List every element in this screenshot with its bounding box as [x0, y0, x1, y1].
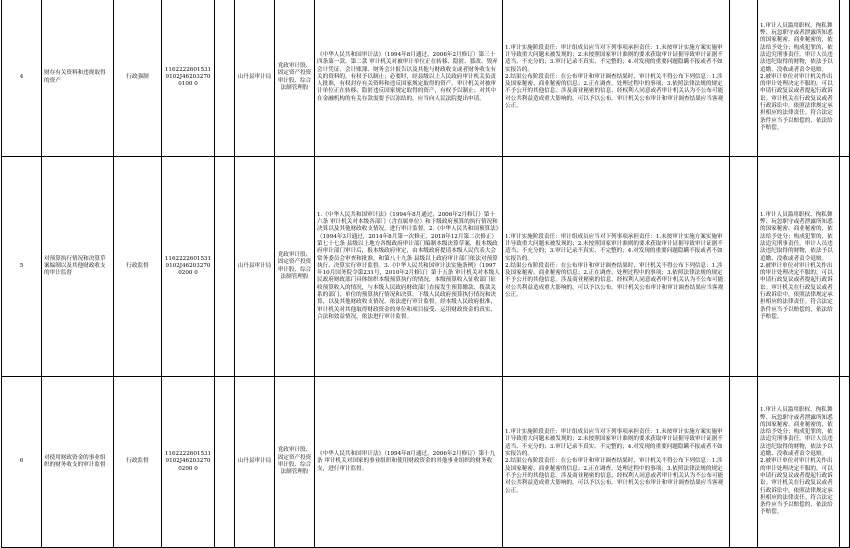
responsibility-paragraph: 1.审计实施阶段责任：审计组成员应当对下列事项承担责任：1.未按审计实施方案实施审计导致重大问题未被发现的；2.未按照国家审计准则的要求获取审计证据导致审计证据不适当、不充分的；3.审计记录不真实、不完整的；4.对发现的重要问题隐瞒不报或者不如实报告的。	[505, 233, 723, 262]
item-type: 行政监督	[114, 157, 162, 377]
row-number: 5	[2, 157, 42, 377]
empty-cell	[215, 0, 235, 157]
legal-basis: 《中华人民共和国审计法》（1994年8月通过，2006年2月修订）第三十四条第一款、第二款 审计机关对被审计单位正在转移、隐匿、篡改、毁弃会计凭证、会计账簿、财务会计报告以及其他与财政收支或者财务收支有关的资料的，有权予以制止；必要时，经县级以上人民政府审计机关负责人批准，有权封存有关资料和违反国家规定取得的资产。审计机关对被审计单位正在转移、隐匿违反国家规定取得的资产，有权予以制止；对其中在金融机构的有关存款需要予以冻结的，应当向人民法院提出申请。	[315, 0, 503, 157]
responsibility-items	[503, 157, 730, 377]
item-type: 行政强制	[114, 0, 162, 157]
item-name: 对使用财政资金的事业组织的财务收支的审计监督	[42, 377, 114, 548]
empty-cell	[215, 377, 235, 548]
responsibility-paragraph: 2.结果公布阶段责任：在公布审计和审计调查结果时，审计机关不得公布下列信息：1.涉及国家秘密、商业秘密的信息；2.正在调查、处理过程中的事项；3.依照法律法规的规定不予公开的其他信息。涉及商业秘密的信息，经权利人同意或者审计机关认为不公布可能对公共利益造成重大影响的，可以予以公布。审计机关公布审计和审计调查结果应当客观公正。	[505, 262, 724, 299]
table-row	[2, 0, 850, 157]
empty-cell	[730, 377, 758, 548]
accountability	[758, 157, 840, 377]
empty-cell	[840, 0, 850, 157]
empty-cell	[840, 157, 850, 377]
power-list-table	[1, 0, 850, 548]
accountability	[758, 377, 840, 548]
item-name: 财存有关资料和违规取得的资产	[42, 0, 114, 157]
responsible-dept: 党政审计股、固定资产投资审计股、综合法制管理股	[275, 377, 315, 548]
responsibility-paragraph: 2.结果公布阶段责任：在公布审计和审计调查结果时，审计机关不得公布下列信息：1.涉及国家秘密、商业秘密的信息；2.正在调查、处理过程中的事项；3.依照法律法规的规定不予公开的其他信息。涉及商业秘密的信息，经权利人同意或者审计机关认为不公布可能对公共利益造成重大影响的，可以予以公布。审计机关公布审计和审计调查结果应当客观公正。	[505, 458, 724, 494]
accountability-paragraph: 1.审计人员滥用职权、徇私舞弊、玩忽职守或者泄露所知悉的国家秘密、商业秘密的，依法给予处分；构成犯罪的，依法追究刑事责任。审计人员违法违纪取得的财物，依法予以追缴、没收或者责令退赔。	[760, 211, 833, 262]
empty-cell	[215, 157, 235, 377]
responsibility-items	[503, 377, 730, 548]
responsible-dept: 党政审计股、固定资产投资审计股、综合法制管理股	[275, 0, 315, 157]
accountability-paragraph: 2.被审计单位对审计机关作出的审计处理决定不服的，可以申请行政复议或者提起行政诉讼。审计机关在行政复议或者行政诉讼中，依照法律规定承担相应的法律责任。符合法定条件应当予以赔偿的，依法给予赔偿。	[760, 262, 833, 320]
empty-cell	[840, 377, 850, 548]
item-code: 11622226015319102J462032700200 0	[162, 377, 215, 548]
table-row	[2, 157, 850, 377]
table-row	[2, 377, 850, 548]
accountability	[758, 0, 840, 157]
item-code: 11622226015319102J462032700100 0	[162, 0, 215, 157]
accountability-paragraph: 1.审计人员滥用职权、徇私舞弊、玩忽职守或者泄露所知悉的国家秘密、商业秘密的，依法给予处分；构成犯罪的，依法追究刑事责任。审计人员违法违纪取得的财物，依法予以追缴、没收或者责令退赔。	[760, 22, 833, 73]
empty-cell	[730, 0, 758, 157]
implementing-org: 山丹县审计局	[235, 377, 275, 548]
responsibility-paragraph: 2.结果公布阶段责任：在公布审计和审计调查结果时，审计机关不得公布下列信息：1.涉及国家秘密、商业秘密的信息；2.正在调查、处理过程中的事项；3.依照法律法规的规定不予公开的其他信息。涉及商业秘密的信息，经权利人同意或者审计机关认为不公布可能对公共利益造成重大影响的，可以予以公布。审计机关公布审计和审计调查结果应当客观公正。	[505, 73, 724, 110]
item-type: 行政监督	[114, 377, 162, 548]
implementing-org: 山丹县审计局	[235, 157, 275, 377]
row-number: 6	[2, 377, 42, 548]
item-code: 11622226015319102J462032700200 0	[162, 157, 215, 377]
accountability-paragraph: 2.被审计单位对审计机关作出的审计处理决定不服的，可以申请行政复议或者提起行政诉讼。审计机关在行政复议或者行政诉讼中，依照法律规定承担相应的法律责任。符合法定条件应当予以赔偿的，依法给予赔偿。	[760, 458, 833, 516]
responsibility-items	[503, 0, 730, 157]
legal-basis: 1.《中华人民共和国审计法》（1994年8月通过，2006年2月修订）第十六条 审计机关对本级各部门（含直属单位）和下级政府预算的执行情况和决算以及其他财政收支情况，进行审计监督。2.《中华人民共和国预算法》（1994年3月通过，2014年8月第一次修正，2018年12月第二次修正）第七十七条 县级以上地方各级政府审计部门编制本级决算草案，报本级政府审计部门审计后，报本级政府审定，由本级政府提请本级人民代表大会常务委员会审查和批准。和第八十九条 县级以上政府审计部门依法对预算执行、决算实行审计监督。3.《中华人民共和国审计法实施条例》（1997年10月国务院令第231号，2010年2月修订）第十五条 审计机关对本级人民政府财政部门具体组织本级预算执行的情况，本级预算收入征收部门征收预算收入的情况，与本级人民政府财政部门直接发生预算缴款、拨款关系的部门、单位的预算执行情况和决算，下级人民政府预算执行情况和决算，以及其他财政收支情况，依法进行审计监督。经本级人民政府批准，审计机关对其他取得财政资金的单位和项目接受、运用财政资金的真实、合法和效益情况，依法进行审计监督。	[315, 157, 503, 377]
empty-cell	[730, 157, 758, 377]
item-name: 对预算执行情况和决算草案编制以及其他财政收支的审计监督	[42, 157, 114, 377]
responsibility-paragraph: 1.审计实施阶段责任：审计组成员应当对下列事项承担责任：1.未按审计实施方案实施审计导致重大问题未被发现的；2.未按照国家审计准则的要求获取审计证据导致审计证据不适当、不充分的；3.审计记录不真实、不完整的；4.对发现的重要问题隐瞒不报或者不如实报告的。	[505, 429, 723, 458]
row-number: 4	[2, 0, 42, 157]
responsible-dept: 党政审计股、固定资产投资审计股、综合法制管理股	[275, 157, 315, 377]
legal-basis: 《中华人民共和国审计法》（1994年8月通过，2006年2月修订）第十九条 审计机关对国家的事业组织和使用财政资金的其他事业组织的财务收支，进行审计监督。	[315, 377, 503, 548]
accountability-paragraph: 2.被审计单位对审计机关作出的审计处理决定不服的，可以申请行政复议或者提起行政诉讼。审计机关在行政复议或者行政诉讼中，依照法律规定承担相应的法律责任。符合法定条件应当予以赔偿的，依法给予赔偿。	[760, 73, 833, 131]
accountability-paragraph: 1.审计人员滥用职权、徇私舞弊、玩忽职守或者泄露所知悉的国家秘密、商业秘密的，依法给予处分；构成犯罪的，依法追究刑事责任。审计人员违法违纪取得的财物，依法予以追缴、没收或者责令退赔。	[760, 407, 833, 458]
implementing-org: 山丹县审计局	[235, 0, 275, 157]
responsibility-paragraph: 1.审计实施阶段责任：审计组成员应当对下列事项承担责任：1.未按审计实施方案实施审计导致重大问题未被发现的；2.未按照国家审计准则的要求获取审计证据导致审计证据不适当、不充分的；3.审计记录不真实、不完整的；4.对发现的重要问题隐瞒不报或者不如实报告的。	[505, 44, 723, 73]
